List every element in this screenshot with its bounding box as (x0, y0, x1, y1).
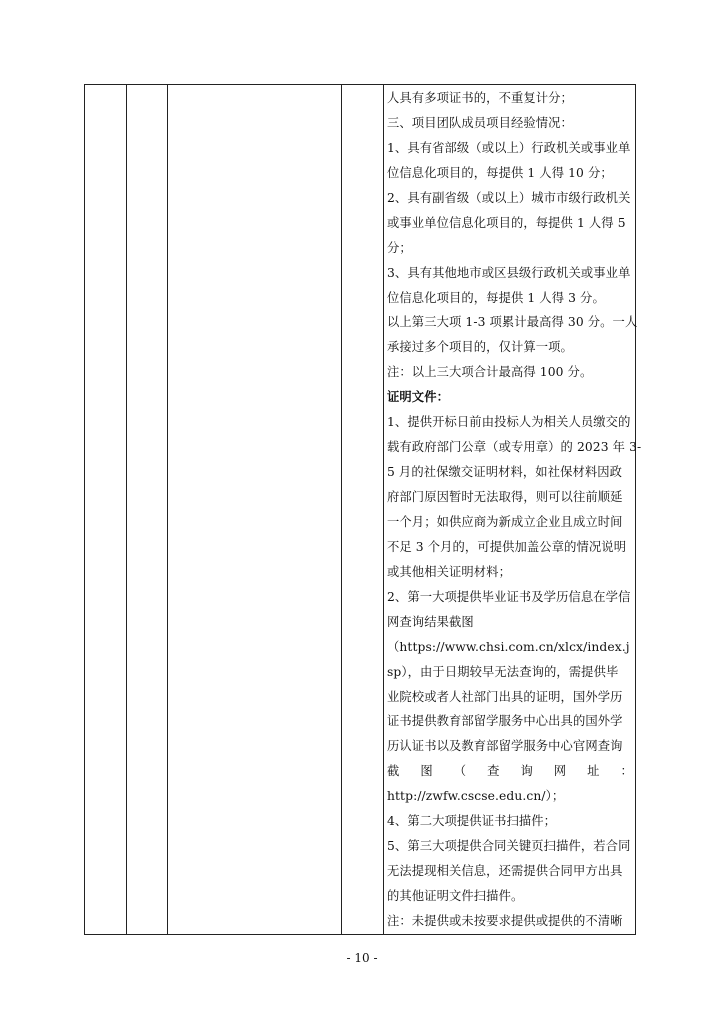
criteria-text-line: 3、具有其他地市或区县级行政机关或事业单 (387, 265, 631, 280)
criteria-text-segment: 查 (487, 764, 500, 779)
criteria-text-line: 人具有多项证书的，不重复计分； (387, 91, 573, 105)
criteria-text-line: 5 月的社保缴交证明材料，如社保材料因政 (387, 465, 623, 480)
criteria-text-line: http://zwfw.cscse.edu.cn/）； (387, 789, 565, 804)
criteria-text-segment: 询 (520, 764, 533, 779)
page-number: - 10 - (346, 951, 378, 965)
table-column-divider (383, 85, 384, 934)
criteria-text-line: 2、第一大项提供毕业证书及学历信息在学信 (387, 589, 631, 604)
criteria-text-line: 4、第二大项提供证书扫描件； (387, 814, 557, 829)
criteria-text-line: 注：未提供或未按要求提供或提供的不清晰 (387, 913, 623, 928)
criteria-text-line: 不足 3 个月的，可提供加盖公章的情况说明 (387, 539, 627, 554)
criteria-text-line: 无法提现相关信息，还需提供合同甲方出具 (387, 864, 623, 879)
criteria-text-line: 业院校或者人社部门出具的证明，国外学历 (387, 689, 623, 704)
criteria-text-line: 证明文件： (387, 389, 449, 405)
table-column-divider (167, 85, 168, 934)
criteria-text-segment: 图 (420, 764, 433, 779)
table-column-divider (126, 85, 127, 934)
criteria-text-line: 府部门原因暂时无法取得，则可以往前顺延 (387, 490, 623, 504)
scoring-criteria-cell (387, 86, 642, 934)
criteria-text-line (387, 759, 633, 784)
table-column-divider (341, 85, 342, 934)
criteria-text-segment: 址 (587, 764, 600, 779)
criteria-text-line: 一个月；如供应商为新成立企业且成立时间 (387, 514, 623, 529)
criteria-text-segment: 网 (553, 764, 567, 779)
criteria-text-line: 5、第三大项提供合同关键页扫描件，若合同 (387, 839, 631, 854)
criteria-text-line: 1、提供开标日前由投标人为相关人员缴交的 (387, 415, 631, 430)
criteria-text-line: 2、具有副省级（或以上）城市市级行政机关 (387, 190, 631, 205)
criteria-text-line: 位信息化项目的，每提供 1 人得 3 分。 (387, 290, 605, 305)
criteria-text-line: 位信息化项目的，每提供 1 人得 10 分； (387, 165, 613, 180)
criteria-text-line: 承接过多个项目的，仅计算一项。 (387, 340, 573, 355)
criteria-text-line: sp），由于日期较早无法查询的，需提供毕 (387, 664, 619, 679)
criteria-text-line: 网查询结果截图 (387, 614, 474, 629)
criteria-text-line: （https://www.chsi.com.cn/xlcx/index.j (387, 639, 630, 654)
criteria-text-line: 载有政府部门公章（或专用章）的 2023 年 3- (387, 440, 642, 455)
criteria-text-line: 注：以上三大项合计最高得 100 分。 (387, 365, 593, 380)
criteria-text-segment: （ (453, 764, 467, 779)
criteria-text-line: 三、项目团队成员项目经验情况： (387, 115, 573, 130)
criteria-text-segment: 截 (387, 764, 400, 779)
criteria-text-segment: ： (620, 764, 633, 779)
criteria-text-line: 证书提供教育部留学服务中心出具的国外学 (387, 714, 623, 729)
criteria-text-line: 以上第三大项 1-3 项累计最高得 30 分。一人 (387, 315, 638, 330)
criteria-text-line: 或事业单位信息化项目的，每提供 1 人得 5 (387, 215, 626, 230)
criteria-text-line: 的其他证明文件扫描件。 (387, 889, 524, 903)
score-table (84, 84, 642, 935)
criteria-text-line: 分； (387, 240, 412, 255)
criteria-text-line: 历认证书以及教育部留学服务中心官网查询 (387, 739, 623, 754)
criteria-text-line: 1、具有省部级（或以上）行政机关或事业单 (387, 140, 631, 155)
criteria-text-line: 或其他相关证明材料； (387, 564, 511, 579)
